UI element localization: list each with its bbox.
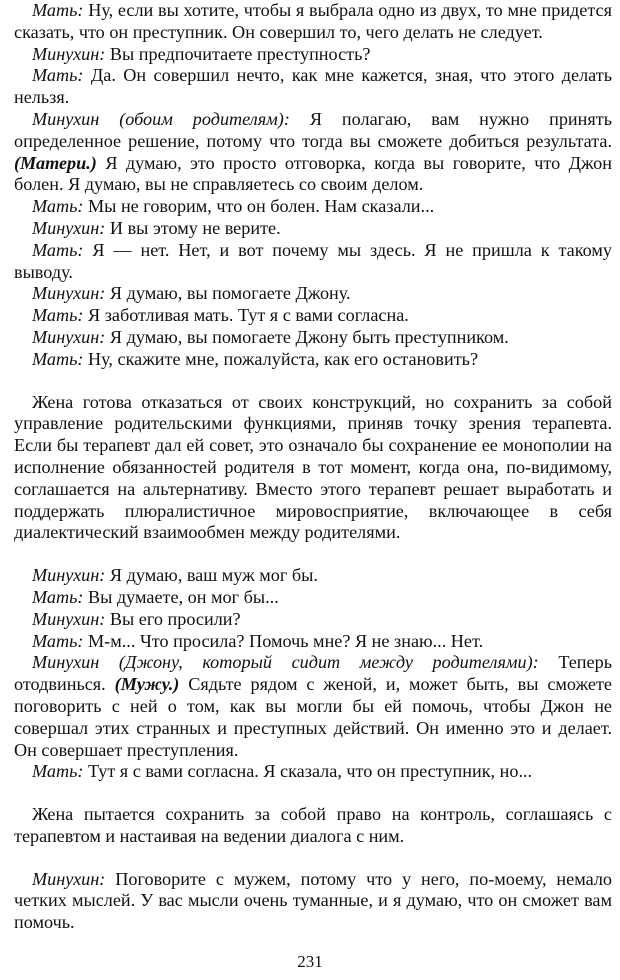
dialogue-line (14, 609, 612, 631)
speaker-label: Минухин: (32, 283, 106, 304)
dialogue-line (14, 587, 612, 609)
line-text: Я думаю, это просто отговорка, когда вы говорите, что Джон болен. Я думаю, вы не справляетесь со своим делом. (14, 152, 612, 195)
speaker-label: Минухин: (32, 608, 106, 629)
dialogue-line (14, 631, 612, 653)
dialogue-line (14, 761, 612, 783)
speaker-label: Мать: (32, 348, 84, 369)
speaker-label: Мать: (32, 196, 84, 217)
dialogue-line (14, 349, 612, 371)
speaker-label: Минухин: (32, 217, 106, 238)
stage-direction: (Мужу.) (105, 674, 180, 695)
paragraph-gap (14, 371, 612, 392)
dialogue-line (14, 44, 612, 66)
line-text: Ну, если вы хотите, чтобы я выбрала одно из двух, то мне придется сказать, что он преступник. Он совершил то, чего делать не следует. (14, 0, 612, 42)
line-text: Я думаю, вы помогаете Джону. (105, 283, 351, 304)
line-text: Я думаю, вы помогаете Джону быть преступником. (105, 326, 509, 347)
page-number: 231 (297, 952, 323, 971)
speaker-label: Минухин: (32, 565, 106, 586)
commentary-paragraph: Жена пытается сохранить за собой право на контроль, соглашаясь с терапевтом и настаивая на ведении диалога с ним. (14, 804, 612, 846)
speaker-label: Минухин: (32, 43, 106, 64)
speaker-label: Мать: (32, 0, 84, 20)
line-text: Мы не говорим, что он болен. Нам сказали... (83, 196, 435, 217)
line-text: Вы его просили? (105, 608, 241, 629)
line-text: Ну, скажите мне, пожалуйста, как его остановить? (83, 348, 479, 369)
line-text: Вы думаете, он мог бы... (83, 586, 279, 607)
dialogue-line (14, 240, 612, 284)
line-text: И вы этому не верите. (105, 217, 281, 238)
speaker-label: Мать: (32, 239, 84, 260)
speaker-label: Мать: (32, 630, 84, 651)
speaker-label: Мать: (32, 65, 84, 86)
dialogue-line (14, 196, 612, 218)
dialogue-line (14, 652, 612, 761)
dialogue-line (14, 283, 612, 305)
line-text: Сядьте рядом с женой, и, может быть, вы сможете поговорить с ней о том, как вы могли бы ей помочь, чтобы Джон не совершал этих странных и преступных действий. Он именно это и делает. Он совершает преступления. (14, 674, 612, 760)
line-text: Да. Он совершил нечто, как мне кажется, зная, что этого делать нельзя. (14, 65, 612, 108)
dialogue-line (14, 327, 612, 349)
speaker-label: Мать: (32, 761, 84, 782)
paragraph-gap (14, 544, 612, 565)
line-text: Теперь отодвинься. (14, 652, 612, 695)
commentary-paragraph: Жена готова отказаться от своих конструкций, но сохранить за собой управление родительскими функциями, приняв точку зрения терапевта. Если бы терапевт дал ей совет, это означало бы сохранение ее монополии на исполнение обязанностей родителя в тот момент, когда она, по-видимому, соглашается на альтернативу. Вместо этого терапевт решает выработать и поддержать плюралистичное мировосприятие, включающее в себя диалектический взаимообмен между родителями. (14, 391, 612, 543)
dialogue-line (14, 65, 612, 109)
line-text: М-м... Что просила? Помочь мне? Я не знаю... Нет. (83, 630, 484, 651)
line-text: Поговорите с мужем, потому что у него, по-моему, немало четких мыслей. У вас мысли очень туманные, и я думаю, что он сможет вам помочь. (14, 868, 612, 933)
line-text: Вы предпочитаете преступность? (105, 43, 371, 64)
dialogue-line (14, 109, 612, 196)
line-text: Я — нет. Нет, и вот почему мы здесь. Я не пришла к такому выводу. (14, 239, 612, 282)
line-text: Я думаю, ваш муж мог бы. (105, 565, 318, 586)
stage-direction: (Матери.) (14, 152, 97, 173)
dialogue-block-3 (14, 869, 612, 934)
dialogue-line (14, 0, 612, 44)
dialogue-line (14, 218, 612, 240)
speaker-label: Мать: (32, 305, 84, 326)
line-text: Тут я с вами согласна. Я сказала, что он преступник, но... (83, 761, 533, 782)
speaker-label: Мать: (32, 586, 84, 607)
dialogue-line (14, 305, 612, 327)
line-text: Я заботливая мать. Тут я с вами согласна. (83, 305, 409, 326)
paragraph-gap (14, 848, 612, 869)
line-text: Я полагаю, вам нужно принять определенное решение, потому что тогда вы сможете добиться результата. (14, 108, 612, 151)
dialogue-line (14, 869, 612, 934)
speaker-label: Минухин (обоим родителям): (32, 108, 290, 129)
speaker-label: Минухин: (32, 326, 106, 347)
speaker-label: Минухин: (32, 868, 106, 889)
dialogue-line (14, 565, 612, 587)
dialogue-block-1 (14, 0, 612, 371)
paragraph-gap (14, 783, 612, 804)
dialogue-block-2 (14, 565, 612, 783)
speaker-label: Минухин (Джону, который сидит между родителями): (32, 652, 539, 673)
